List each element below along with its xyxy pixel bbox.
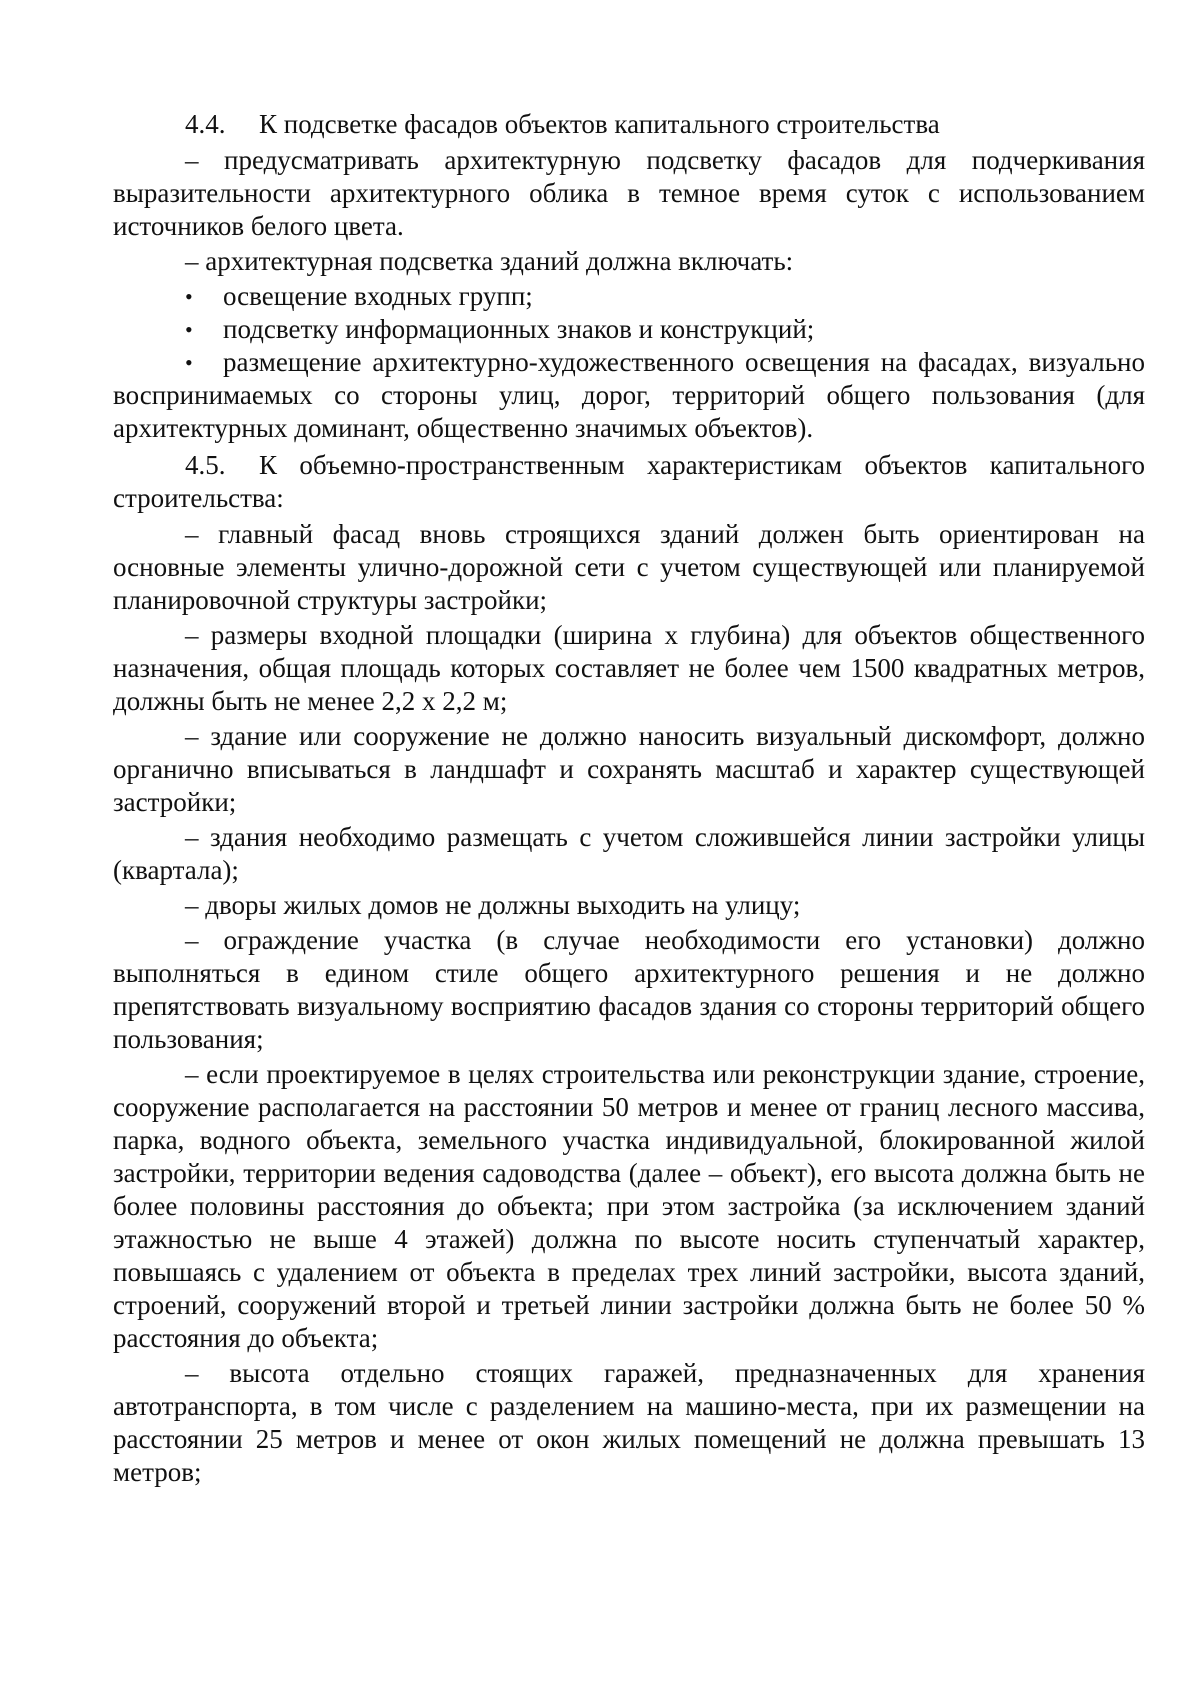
bullet-icon: • xyxy=(185,284,193,309)
section-4-4-paragraph-2: – архитектурная подсветка зданий должна включать: xyxy=(185,246,794,276)
section-4-4-title: К подсветке фасадов объектов капитального строительства xyxy=(259,109,940,139)
section-4-5-number: 4.5. xyxy=(185,450,226,480)
bullet-item-text: подсветку информационных знаков и конструкций; xyxy=(223,314,815,344)
bullet-item-1 xyxy=(113,280,1145,313)
section-4-4-paragraph-1: – предусматривать архитектурную подсветку фасадов для подчеркивания выразительности архитектурного облика в темное время суток с использованием источников белого цвета. xyxy=(113,145,1145,241)
section-4-5-item-4: – здания необходимо размещать с учетом сложившейся линии застройки улицы (квартала); xyxy=(113,822,1145,885)
section-4-5-item-8: – высота отдельно стоящих гаражей, предназначенных для хранения автотранспорта, в том числе с разделением на машино-места, при их размещении на расстоянии 25 метров и менее от окон жилых помещений не должна превышать 13 метров; xyxy=(113,1358,1145,1487)
section-4-5-heading xyxy=(113,449,1145,515)
section-4-5-item-3: – здание или сооружение не должно наносить визуальный дискомфорт, должно органично вписываться в ландшафт и сохранять масштаб и характер существующей застройки; xyxy=(113,721,1145,817)
section-4-5-item-5: – дворы жилых домов не должны выходить на улицу; xyxy=(185,890,801,920)
section-4-5-item-7: – если проектируемое в целях строительства или реконструкции здание, строение, сооружение располагается на расстоянии 50 метров и менее от границ лесного массива, парка, водного объекта, земельного участка индивидуальной, блокированной жилой застройки, территории ведения садоводства (далее – объект), его высота должна быть не более половины расстояния до объекта; при этом застройка (за исключением зданий этажностью не выше 4 этажей) должна по высоте носить ступенчатый характер, повышаясь с удалением от объекта в пределах трех линий застройки, высота зданий, строений, сооружений второй и третьей линии застройки должна быть не более 50 % расстояния до объекта; xyxy=(113,1059,1145,1353)
bullet-item-text: размещение архитектурно-художественного освещения на фасадах, визуально воспринимаемых со стороны улиц, дорог, территорий общего пользования (для архитектурных доминант, общественно значимых объектов). xyxy=(113,347,1145,443)
section-4-5-item-1: – главный фасад вновь строящихся зданий должен быть ориентирован на основные элементы улично-дорожной сети с учетом существующей или планируемой планировочной структуры застройки; xyxy=(113,519,1145,615)
section-4-5-item-2: – размеры входной площадки (ширина х глубина) для объектов общественного назначения, общая площадь которых составляет не более чем 1500 квадратных метров, должны быть не менее 2,2 х 2,2 м; xyxy=(113,620,1145,716)
section-4-4-heading xyxy=(113,108,1145,141)
bullet-item-3 xyxy=(113,346,1145,445)
bullet-item-text: освещение входных групп; xyxy=(223,281,533,311)
bullet-icon: • xyxy=(185,317,193,342)
section-4-4-number: 4.4. xyxy=(185,109,226,139)
bullet-item-2 xyxy=(113,313,1145,346)
section-4-5-title: К объемно-пространственным характеристикам объектов капитального строительства: xyxy=(113,450,1145,513)
document-page xyxy=(113,108,1145,1491)
bullet-icon: • xyxy=(185,350,193,375)
section-4-5-item-6: – ограждение участка (в случае необходимости его установки) должно выполняться в едином стиле общего архитектурного решения и не должно препятствовать визуальному восприятию фасадов здания со стороны территорий общего пользования; xyxy=(113,925,1145,1054)
